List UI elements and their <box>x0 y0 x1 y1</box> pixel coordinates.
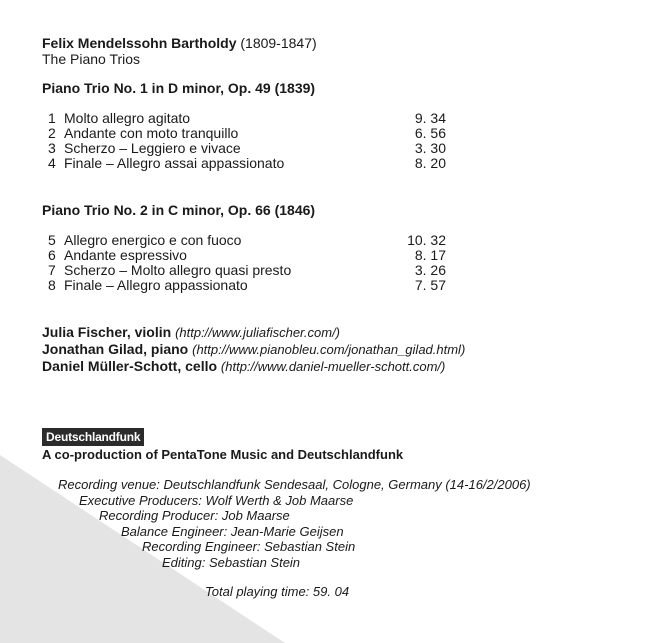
credit-line: Recording Engineer: Sebastian Stein <box>142 539 356 554</box>
track-title: Andante con moto tranquillo <box>64 125 239 141</box>
track-row <box>48 156 446 171</box>
performer-name: Jonathan Gilad, piano <box>42 341 189 357</box>
track-number: 3 <box>48 140 56 156</box>
track-number: 6 <box>48 247 56 263</box>
track-time: 10. 32 <box>407 232 446 248</box>
track-time: 3. 26 <box>414 262 446 278</box>
coproduction-note: A co-production of PentaTone Music and Deutschlandfunk <box>42 447 404 462</box>
track-row <box>48 126 446 141</box>
deutschlandfunk-logo: Deutschlandfunk <box>42 428 144 446</box>
composer-years: (1809-1847) <box>240 35 317 51</box>
recording-credits <box>0 477 531 570</box>
track-number: 2 <box>48 125 56 141</box>
track-row <box>48 278 446 293</box>
track-number: 4 <box>48 155 56 171</box>
performer-row <box>42 358 465 375</box>
track-row <box>48 248 446 263</box>
track-title: Scherzo – Molto allegro quasi presto <box>64 262 292 278</box>
track-number: 8 <box>48 277 56 293</box>
trio1-title: Piano Trio No. 1 in D minor, Op. 49 (1839) <box>42 80 316 96</box>
track-title: Scherzo – Leggiero e vivace <box>64 140 241 156</box>
track-row <box>48 233 446 248</box>
total-playing-time: Total playing time: 59. 04 <box>205 584 350 599</box>
credit-line: Recording Producer: Job Maarse <box>99 508 290 523</box>
track-title: Allegro energico e con fuoco <box>64 232 242 248</box>
track-time: 7. 57 <box>414 277 446 293</box>
performer-row <box>42 324 465 341</box>
credit-line: Editing: Sebastian Stein <box>162 554 301 570</box>
credit-line: Balance Engineer: Jean-Marie Geijsen <box>121 523 344 539</box>
performer-name: Daniel Müller-Schott, cello <box>42 358 218 374</box>
track-title: Andante espressivo <box>64 247 187 263</box>
performer-row <box>42 341 465 358</box>
performer-url[interactable]: (http://www.juliafischer.com/) <box>175 325 341 340</box>
performer-url[interactable]: (http://www.daniel-mueller-schott.com/) <box>220 359 446 374</box>
track-time: 6. 56 <box>414 125 446 141</box>
performer-name: Julia Fischer, violin <box>42 324 172 340</box>
track-row <box>48 263 446 278</box>
composer-name: Felix Mendelssohn Bartholdy <box>42 35 237 51</box>
credit-line: Executive Producers: Wolf Werth & Job Maarse <box>79 492 354 508</box>
track-row <box>48 111 446 126</box>
track-title: Finale – Allegro appassionato <box>64 277 248 293</box>
trio2-title: Piano Trio No. 2 in C minor, Op. 66 (1846) <box>42 202 316 218</box>
trio1-tracklist <box>48 111 446 171</box>
track-time: 9. 34 <box>414 110 446 126</box>
album-subtitle: The Piano Trios <box>42 51 141 67</box>
track-title: Finale – Allegro assai appassionato <box>64 155 285 171</box>
track-number: 5 <box>48 232 56 248</box>
track-title: Molto allegro agitato <box>64 110 191 126</box>
trio2-tracklist <box>48 233 446 293</box>
album-header <box>42 35 317 67</box>
performers-list <box>42 324 465 375</box>
track-time: 8. 20 <box>414 155 446 171</box>
track-number: 1 <box>48 110 56 126</box>
credit-line: Recording venue: Deutschlandfunk Sendesaal, Cologne, Germany (14-16/2/2006) <box>58 477 531 492</box>
track-time: 3. 30 <box>414 140 446 156</box>
track-number: 7 <box>48 262 56 278</box>
track-row <box>48 141 446 156</box>
track-time: 8. 17 <box>414 247 446 263</box>
performer-url[interactable]: (http://www.pianobleu.com/jonathan_gilad.html) <box>192 342 466 357</box>
